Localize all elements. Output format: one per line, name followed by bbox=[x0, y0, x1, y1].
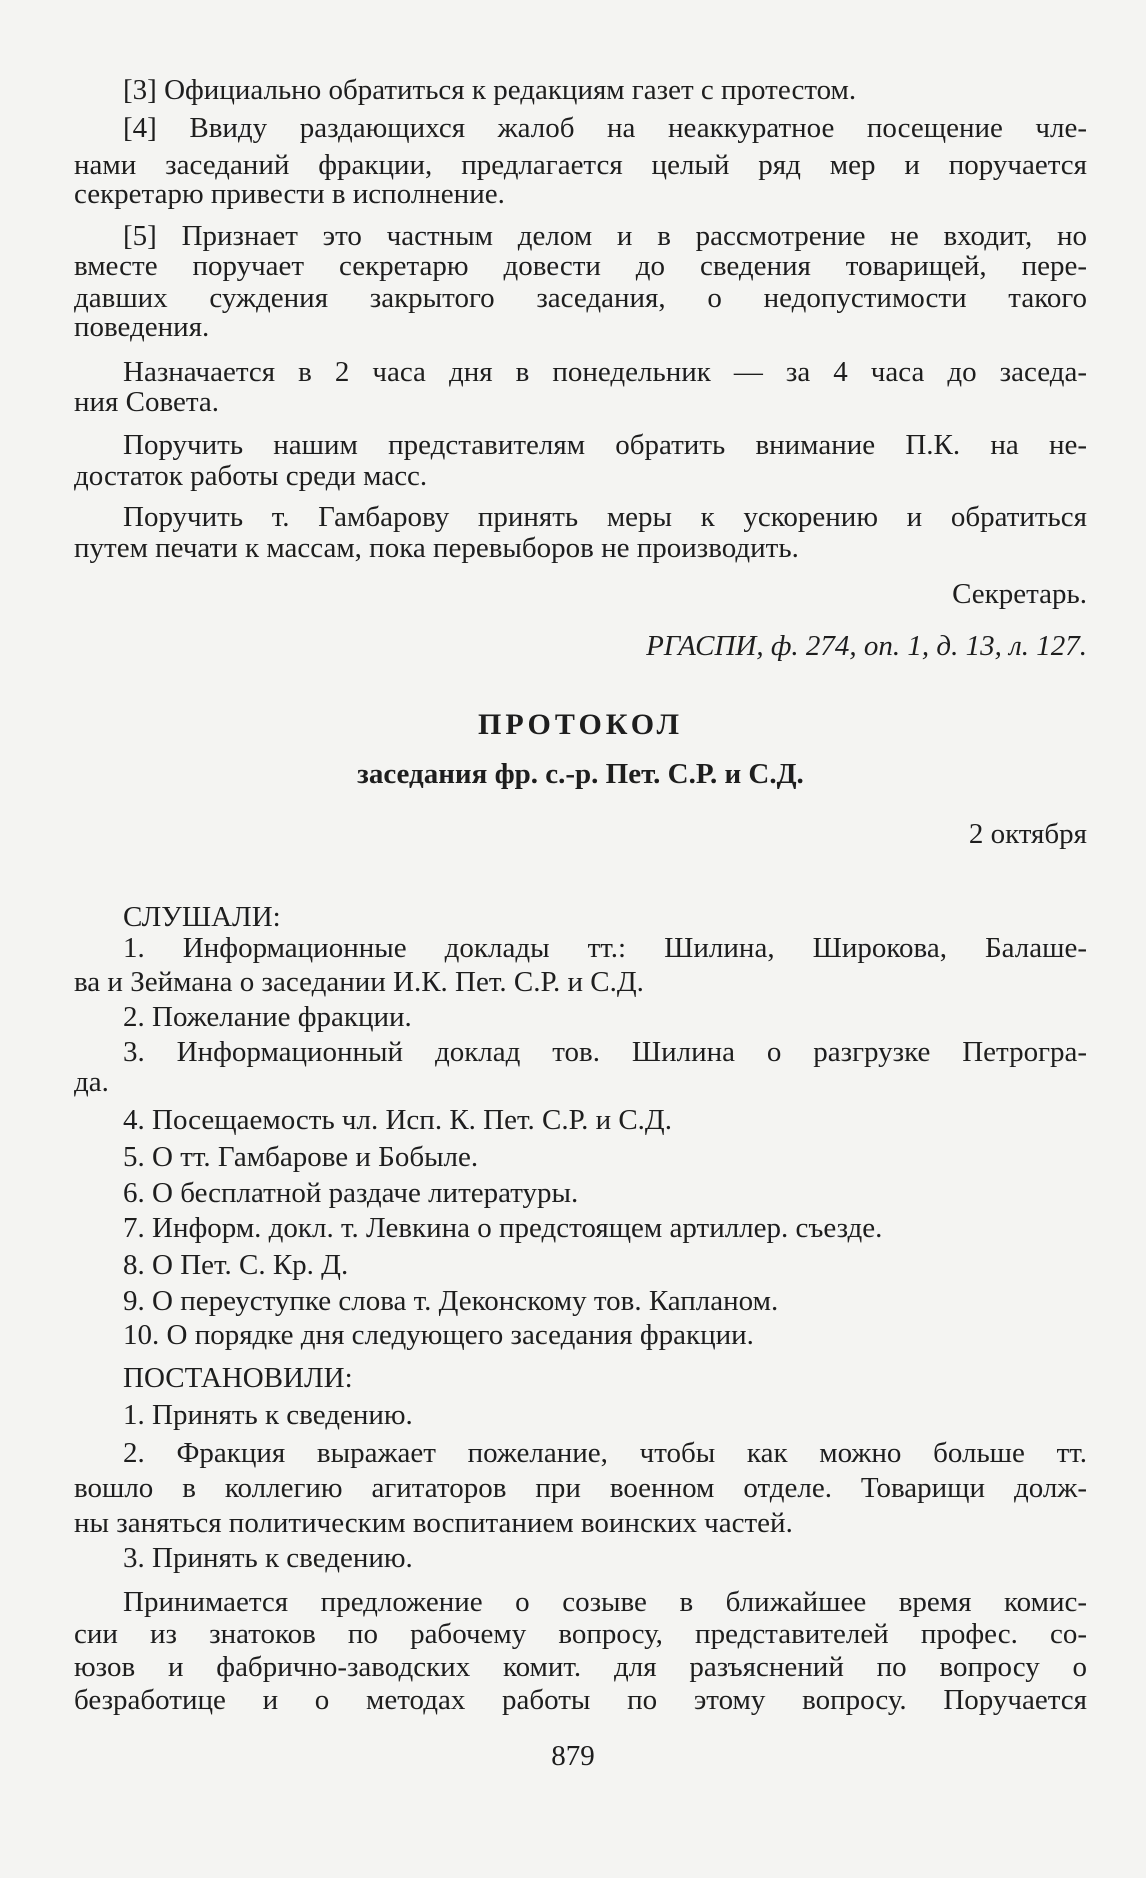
heard-item: 9. О переуступке слова т. Деконскому тов. Капланом. bbox=[123, 1285, 779, 1317]
heard-item: 4. Посещаемость чл. Исп. К. Пет. С.Р. и С.Д. bbox=[123, 1104, 672, 1136]
heard-item: да. bbox=[74, 1066, 109, 1098]
heard-item: 2. Пожелание фракции. bbox=[123, 1001, 412, 1033]
heard-item: 3. Информационный доклад тов. Шилина о разгрузке Петрогра- bbox=[123, 1036, 1087, 1068]
resolved-paragraph-line: юзов и фабрично-заводских комит. для разъяснений по вопросу о bbox=[74, 1651, 1087, 1683]
resolved-paragraph-line: безработице и о методах работы по этому вопросу. Поручается bbox=[74, 1684, 1087, 1716]
paragraph-line: [3] Официально обратиться к редакциям газет с протестом. bbox=[123, 74, 857, 106]
paragraph-line: [4] Ввиду раздающихся жалоб на неаккуратное посещение чле- bbox=[123, 112, 1087, 144]
resolved-item: ны заняться политическим воспитанием воинских частей. bbox=[74, 1507, 793, 1539]
heard-item: ва и Зеймана о заседании И.К. Пет. С.Р. и С.Д. bbox=[74, 966, 644, 998]
heard-item: 6. О бесплатной раздаче литературы. bbox=[123, 1177, 579, 1209]
paragraph-line: секретарю привести в исполнение. bbox=[74, 178, 505, 210]
archive-source: РГАСПИ, ф. 274, оп. 1, д. 13, л. 127. bbox=[646, 630, 1087, 662]
document-date: 2 октября bbox=[968, 818, 1087, 850]
heard-item: 7. Информ. докл. т. Левкина о предстоящем артиллер. съезде. bbox=[123, 1212, 883, 1244]
resolved-paragraph-line: сии из знатоков по рабочему вопросу, представителей профес. со- bbox=[74, 1618, 1087, 1650]
heard-heading: СЛУШАЛИ: bbox=[123, 901, 281, 933]
document-title: ПРОТОКОЛ bbox=[478, 708, 683, 741]
heard-item: 8. О Пет. С. Кр. Д. bbox=[123, 1249, 349, 1281]
paragraph-line: нами заседаний фракции, предлагается целый ряд мер и поручается bbox=[74, 149, 1087, 181]
document-subtitle: заседания фр. с.-р. Пет. С.Р. и С.Д. bbox=[357, 758, 804, 790]
heard-item: 10. О порядке дня следующего заседания фракции. bbox=[123, 1319, 754, 1351]
paragraph-line: Поручить нашим представителям обратить внимание П.К. на не- bbox=[123, 429, 1087, 461]
paragraph-line: Назначается в 2 часа дня в понедельник — за 4 часа до заседа- bbox=[123, 356, 1087, 388]
paragraph-line: Поручить т. Гамбарову принять меры к ускорению и обратиться bbox=[123, 501, 1087, 533]
resolved-item: 1. Принять к сведению. bbox=[123, 1399, 413, 1431]
paragraph-line: достаток работы среди масс. bbox=[74, 460, 428, 492]
paragraph-line: ния Совета. bbox=[74, 386, 220, 418]
paragraph-line: давших суждения закрытого заседания, о недопустимости такого bbox=[74, 282, 1087, 314]
heard-item: 5. О тт. Гамбарове и Бобыле. bbox=[123, 1141, 479, 1173]
signature: Секретарь. bbox=[952, 578, 1087, 610]
resolved-item: 2. Фракция выражает пожелание, чтобы как можно больше тт. bbox=[123, 1437, 1087, 1469]
resolved-paragraph-line: Принимается предложение о созыве в ближайшее время комис- bbox=[123, 1586, 1087, 1618]
page-number: 879 bbox=[551, 1740, 595, 1772]
paragraph-line: поведения. bbox=[74, 311, 210, 343]
paragraph-line: вместе поручает секретарю довести до сведения товарищей, пере- bbox=[74, 250, 1087, 282]
paragraph-line: путем печати к массам, пока перевыборов не производить. bbox=[74, 532, 799, 564]
resolved-heading: ПОСТАНОВИЛИ: bbox=[123, 1362, 353, 1394]
resolved-item: вошло в коллегию агитаторов при военном отделе. Товарищи долж- bbox=[74, 1472, 1087, 1504]
heard-item: 1. Информационные доклады тт.: Шилина, Широкова, Балаше- bbox=[123, 932, 1087, 964]
resolved-item: 3. Принять к сведению. bbox=[123, 1542, 413, 1574]
paragraph-line: [5] Признает это частным делом и в рассмотрение не входит, но bbox=[123, 220, 1087, 252]
